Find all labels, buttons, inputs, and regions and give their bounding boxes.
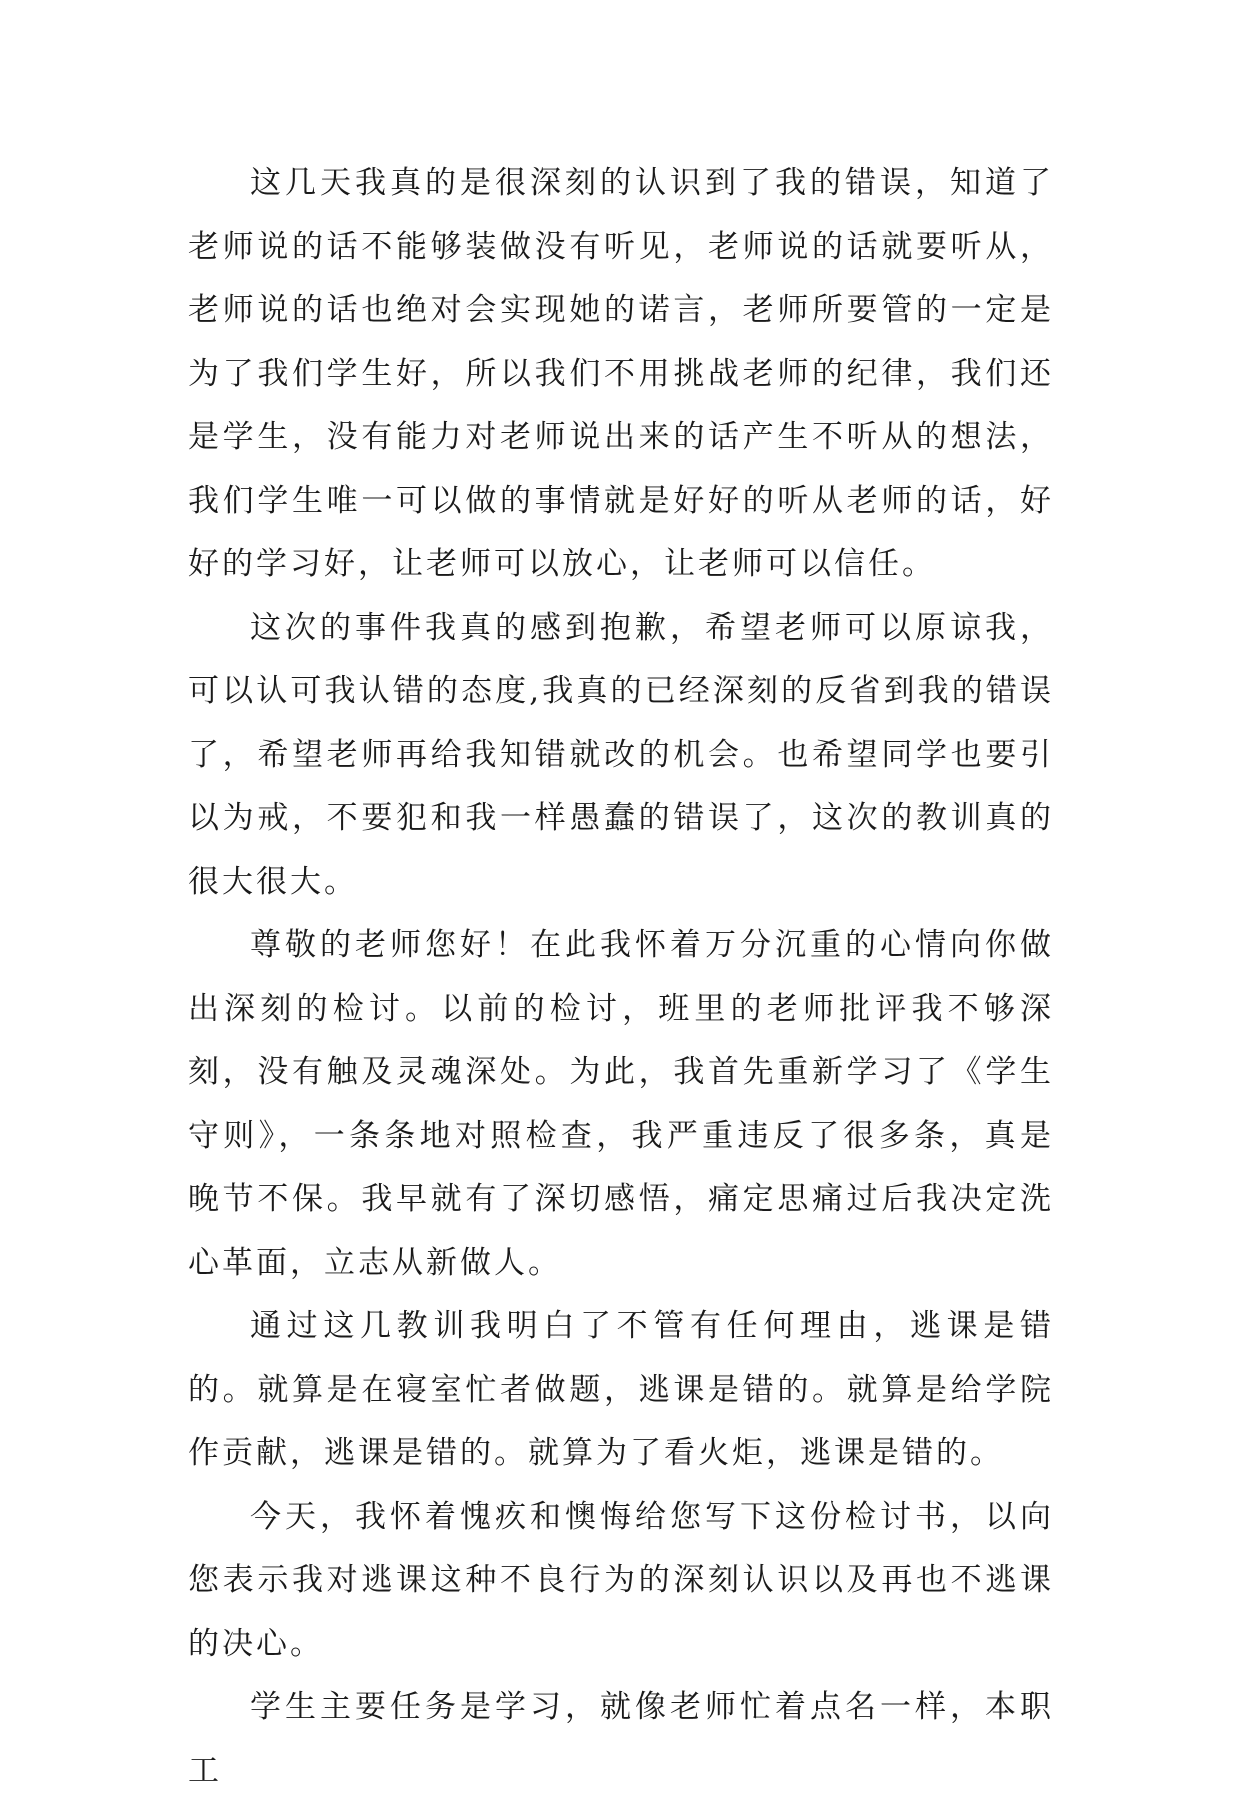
document-body (188, 152, 1054, 1803)
paragraph-1: 这几天我真的是很深刻的认识到了我的错误，知道了老师说的话不能够装做没有听见，老师说的话就要听从，老师说的话也绝对会实现她的诺言，老师所要管的一定是为了我们学生好，所以我们不用挑战老师的纪律，我们还是学生，没有能力对老师说出来的话产生不听从的想法，我们学生唯一可以做的事情就是好好的听从老师的话，好好的学习好，让老师可以放心，让老师可以信任。 (188, 165, 1054, 582)
paragraph-6: 学生主要任务是学习，就像老师忙着点名一样，本职工 (188, 1689, 1054, 1789)
paragraph-2: 这次的事件我真的感到抱歉，希望老师可以原谅我，可以认可我认错的态度,我真的已经深刻的反省到我的错误了，希望老师再给我知错就改的机会。也希望同学也要引以为戒，不要犯和我一样愚蠢的错误了，这次的教训真的很大很大。 (188, 609, 1054, 900)
paragraph-3: 尊敬的老师您好！在此我怀着万分沉重的心情向你做出深刻的检讨。以前的检讨，班里的老师批评我不够深刻，没有触及灵魂深处。为此，我首先重新学习了《学生守则》，一条条地对照检查，我严重违反了很多条，真是晚节不保。我早就有了深切感悟，痛定思痛过后我决定洗心革面，立志从新做人。 (188, 927, 1054, 1281)
paragraph-4: 通过这几教训我明白了不管有任何理由，逃课是错的。就算是在寝室忙者做题，逃课是错的。就算是给学院作贡献，逃课是错的。就算为了看火炬，逃课是错的。 (188, 1308, 1054, 1471)
paragraph-5: 今天，我怀着愧疚和懊悔给您写下这份检讨书，以向您表示我对逃课这种不良行为的深刻认识以及再也不逃课的决心。 (188, 1498, 1054, 1662)
